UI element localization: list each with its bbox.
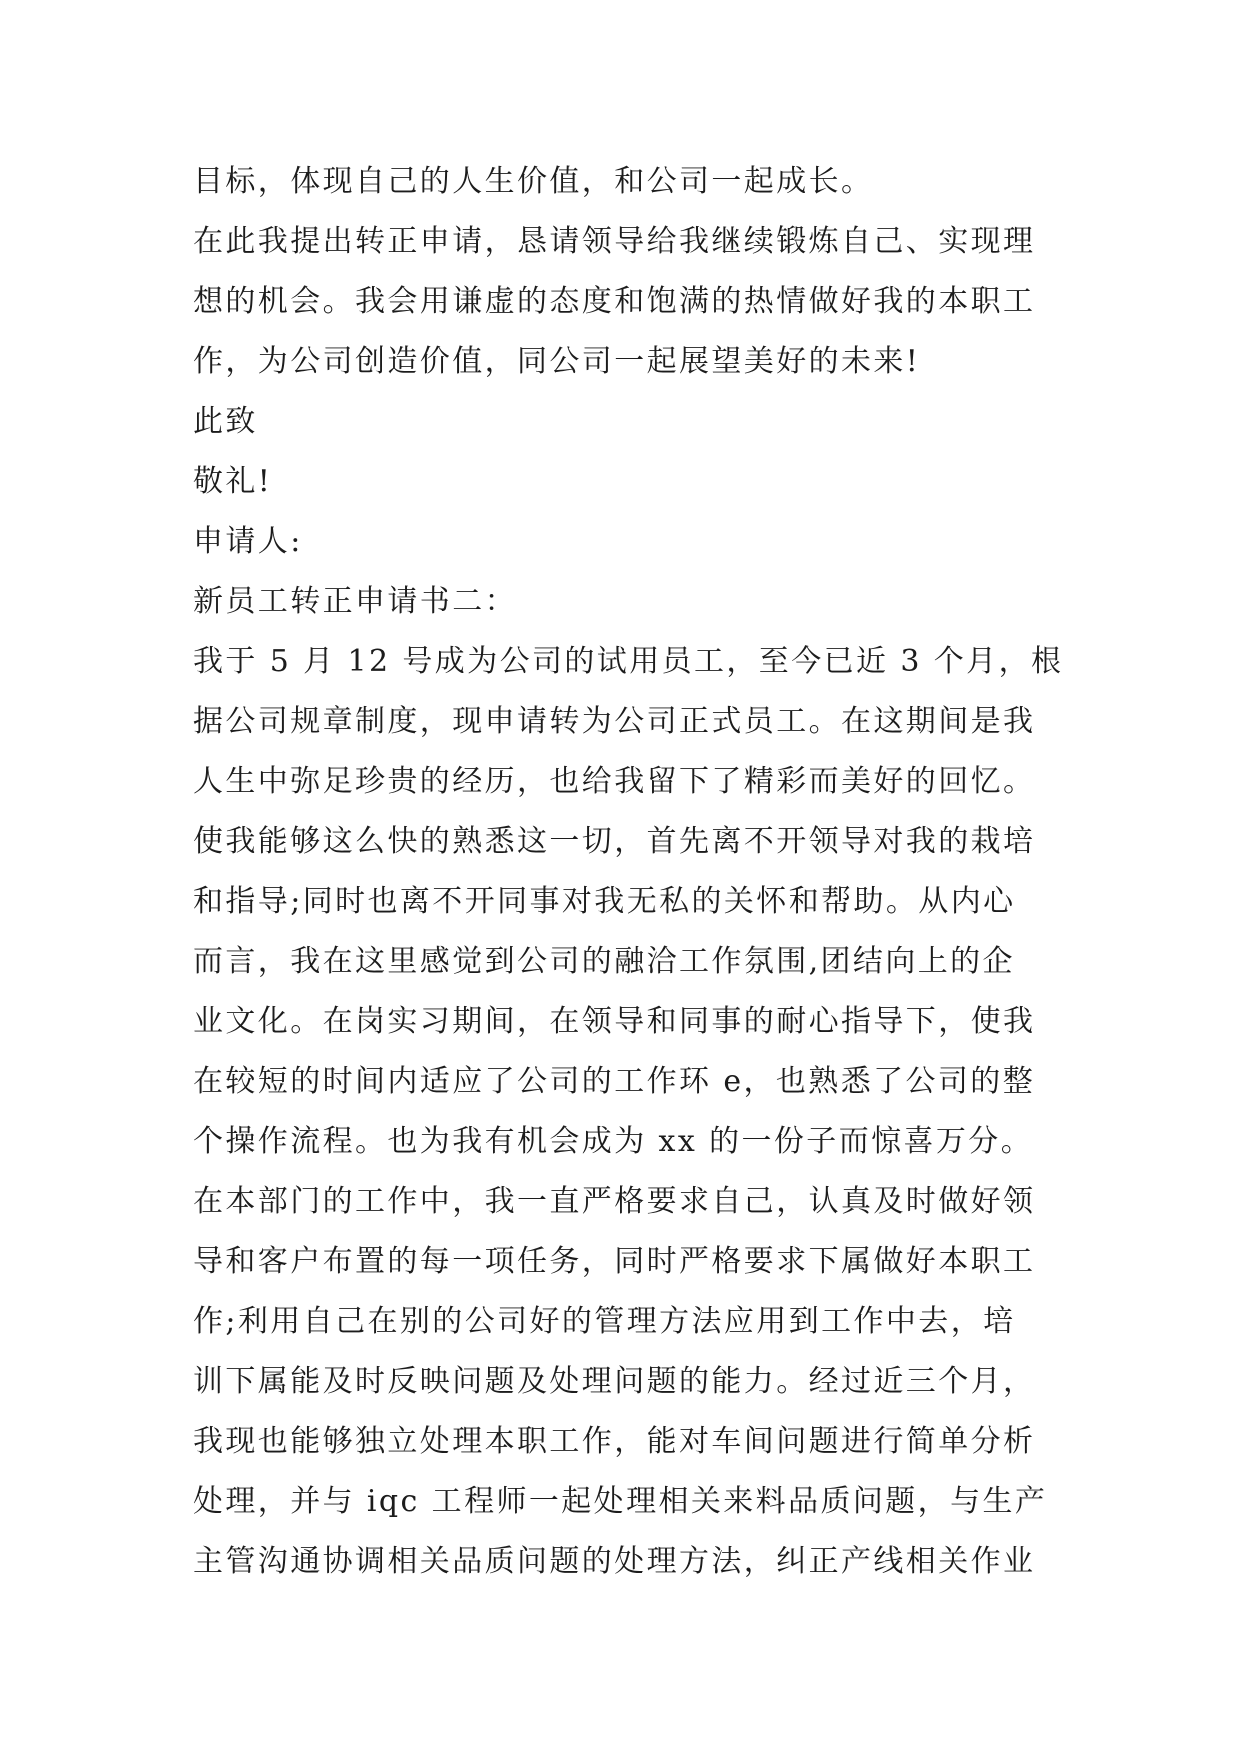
closing-salutation: 此致 (193, 404, 258, 439)
text-line: 训下属能及时反映问题及处理问题的能力。经过近三个月， (193, 1364, 1036, 1399)
text-line: 目标，体现自己的人生价值，和公司一起成长。 (193, 164, 874, 199)
text-line: 作，为公司创造价值，同公司一起展望美好的未来! (193, 344, 921, 379)
text-line: 而言，我在这里感觉到公司的融洽工作氛围,团结向上的企 (193, 944, 1015, 979)
text-line: 主管沟通协调相关品质问题的处理方法，纠正产线相关作业 (193, 1544, 1036, 1579)
text-line: 我现也能够独立处理本职工作，能对车间问题进行简单分析 (193, 1424, 1036, 1459)
text-line: 使我能够这么快的熟悉这一切，首先离不开领导对我的栽培 (193, 824, 1036, 859)
text-line: 处理，并与 iqc 工程师一起处理相关来料品质问题，与生产 (193, 1484, 1048, 1519)
text-line: 在本部门的工作中，我一直严格要求自己，认真及时做好领 (193, 1184, 1036, 1219)
text-line: 据公司规章制度，现申请转为公司正式员工。在这期间是我 (193, 704, 1036, 739)
closing-regards: 敬礼! (193, 464, 273, 499)
text-line: 我于 5 月 12 号成为公司的试用员工，至今已近 3 个月，根 (193, 644, 1064, 679)
text-line: 想的机会。我会用谦虚的态度和饱满的热情做好我的本职工 (193, 284, 1036, 319)
text-line: 和指导;同时也离不开同事对我无私的关怀和帮助。从内心 (193, 884, 1016, 919)
text-line: 作;利用自己在别的公司好的管理方法应用到工作中去，培 (193, 1304, 1016, 1339)
text-line: 在较短的时间内适应了公司的工作环 e，也熟悉了公司的整 (193, 1064, 1036, 1099)
text-line: 导和客户布置的每一项任务，同时严格要求下属做好本职工 (193, 1244, 1036, 1279)
text-line: 人生中弥足珍贵的经历，也给我留下了精彩而美好的回忆。 (193, 764, 1036, 799)
section-heading: 新员工转正申请书二： (193, 584, 517, 619)
text-line: 在此我提出转正申请，恳请领导给我继续锻炼自己、实现理 (193, 224, 1036, 259)
text-line: 个操作流程。也为我有机会成为 xx 的一份子而惊喜万分。 (193, 1124, 1034, 1159)
document-body (193, 152, 1064, 1592)
applicant-signature-label: 申请人: (193, 524, 303, 559)
text-line: 业文化。在岗实习期间，在领导和同事的耐心指导下，使我 (193, 1004, 1036, 1039)
